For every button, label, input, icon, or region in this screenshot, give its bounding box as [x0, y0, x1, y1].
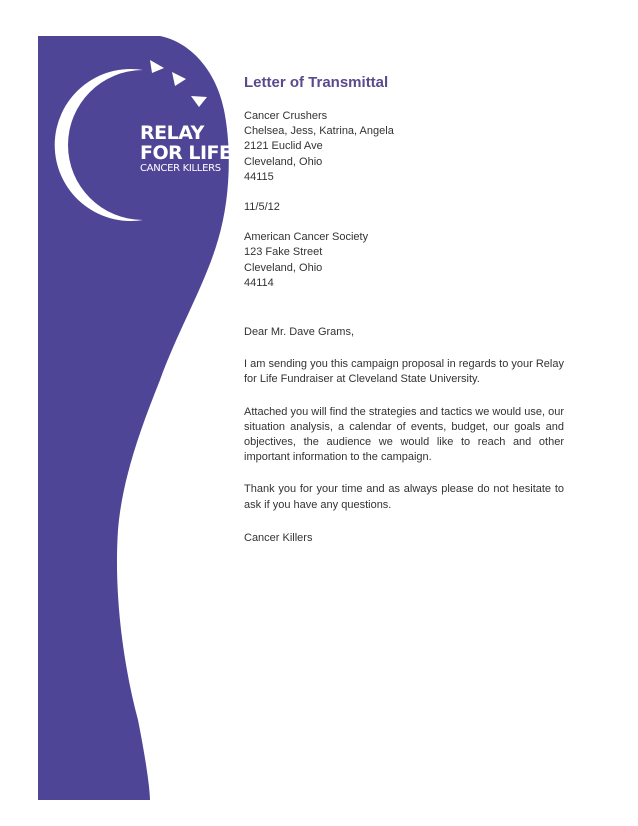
- recipient-org: American Cancer Society: [244, 231, 369, 244]
- sender-zip: 44115: [244, 170, 274, 183]
- recipient-street: 123 Fake Street: [244, 246, 323, 259]
- letter-body: [244, 74, 564, 546]
- salutation: Dear Mr. Dave Grams,: [244, 326, 355, 339]
- date-text: 11/5/12: [244, 201, 280, 214]
- recipient-zip: 44114: [244, 276, 274, 289]
- sender-address: [244, 109, 564, 185]
- paragraph: Attached you will find the strategies and tactics we would use, our situation analysis, a calendar of events, budget, our goals and objectives, the audience we would like to reach and other important information to the campaign.: [244, 405, 564, 464]
- letter-title: Letter of Transmittal: [244, 74, 389, 91]
- sender-street: 2121 Euclid Ave: [244, 140, 323, 153]
- sender-names: Chelsea, Jess, Katrina, Angela: [244, 125, 394, 138]
- logo-cancer-killers-text: CANCER KILLERS: [140, 163, 221, 174]
- paragraph: Thank you for your time and as always please do not hesitate to ask if you have any questions.: [244, 483, 564, 511]
- logo-for-life-text: FOR LIFE: [140, 142, 232, 164]
- recipient-city: Cleveland, Ohio: [244, 261, 323, 274]
- logo-relay-text: RELAY: [140, 122, 204, 144]
- sender-org: Cancer Crushers: [244, 110, 328, 122]
- recipient-address: [244, 230, 564, 291]
- sender-city: Cleveland, Ohio: [244, 155, 323, 168]
- letter-date: [244, 200, 564, 215]
- closing-signature: Cancer Killers: [244, 531, 313, 544]
- paragraph: I am sending you this campaign proposal in regards to your Relay for Life Fundraiser at Cleveland State University.: [244, 358, 564, 386]
